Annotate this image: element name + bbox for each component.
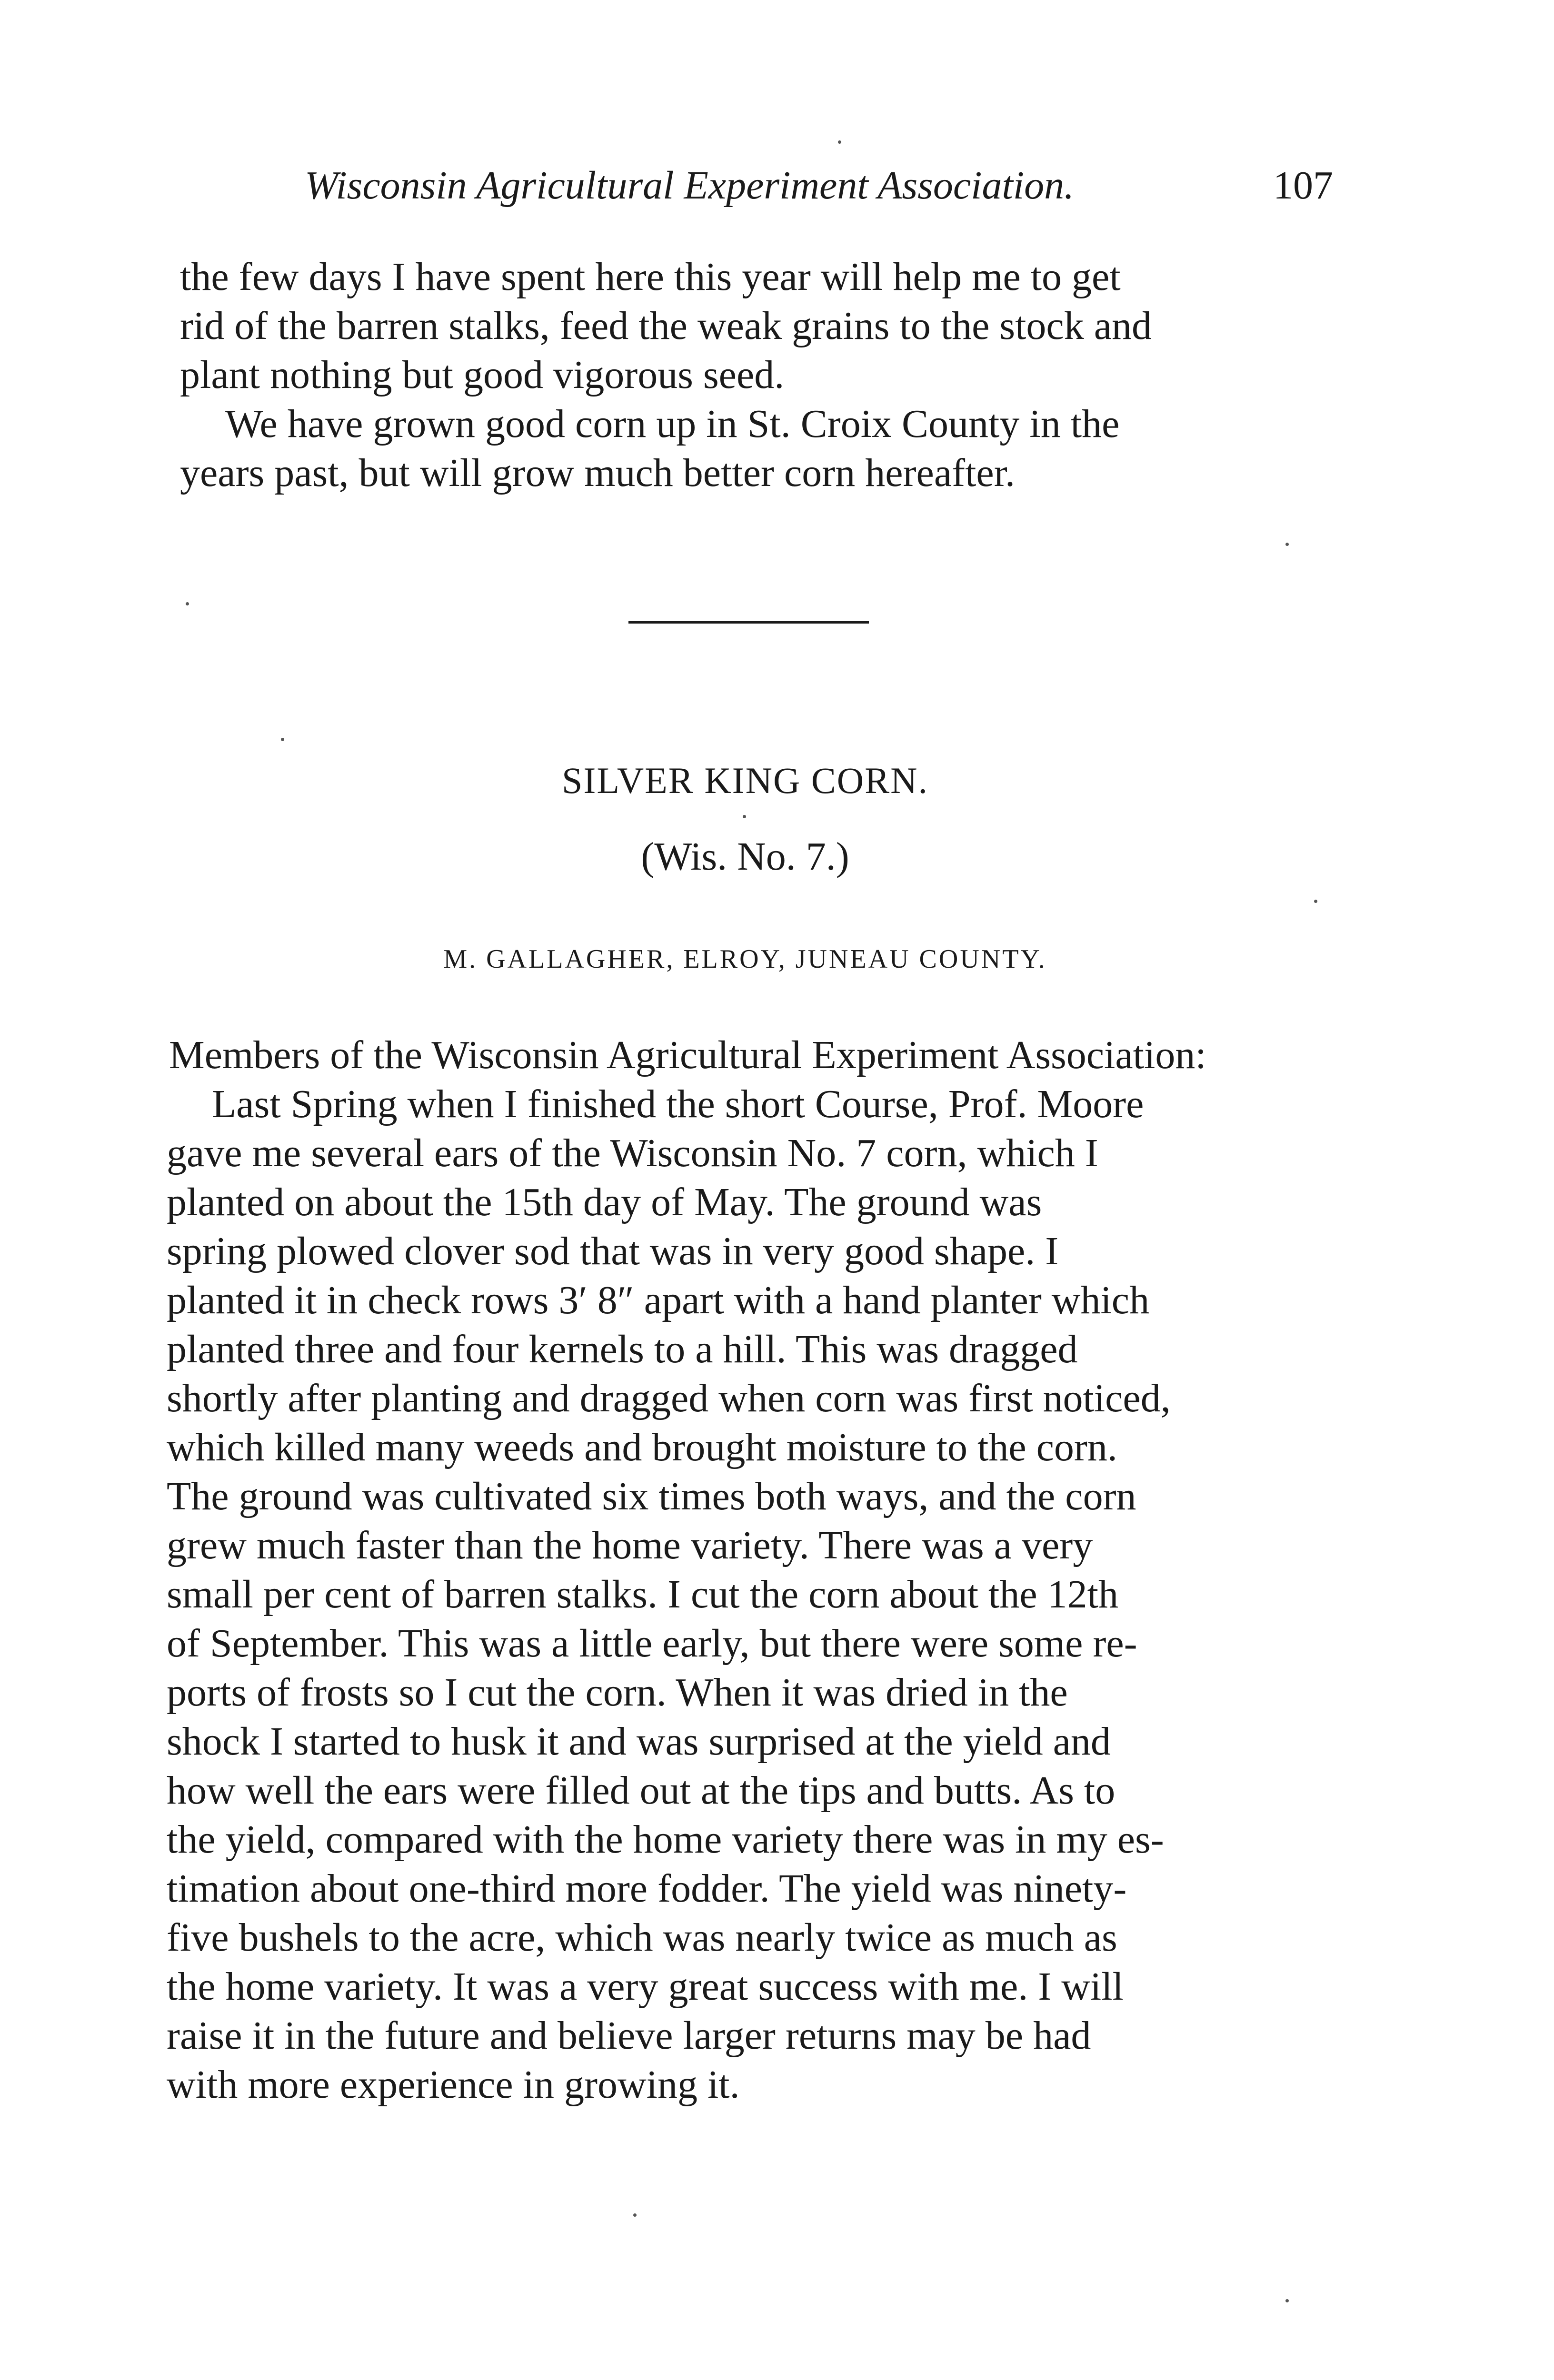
article-salutation	[169, 1031, 1206, 1080]
scan-speck	[186, 602, 189, 605]
body-line: planted on about the 15th day of May. The ground was	[167, 1180, 1042, 1224]
body-line: spring plowed clover sod that was in very good shape. I	[167, 1229, 1059, 1273]
closing-paragraph	[180, 399, 1119, 497]
text-line: rid of the barren stalks, feed the weak grains to the stock and	[180, 304, 1152, 348]
scan-speck	[281, 738, 284, 741]
body-line: raise it in the future and believe larger returns may be had	[167, 2013, 1091, 2058]
scan-speck	[743, 815, 746, 818]
body-line: planted three and four kernels to a hill. This was dragged	[167, 1327, 1078, 1371]
scan-speck	[633, 2213, 637, 2217]
text-line: the few days I have spent here this year will help me to get	[180, 255, 1121, 299]
text-line: years past, but will grow much better corn hereafter.	[180, 451, 1016, 495]
body-line: with more experience in growing it.	[167, 2063, 740, 2107]
body-line: the yield, compared with the home variety there was in my es-	[167, 1817, 1164, 1862]
intro-paragraph	[180, 252, 1152, 399]
scan-speck	[1314, 900, 1317, 903]
scan-speck	[1285, 2299, 1289, 2302]
body-line: planted it in check rows 3′ 8″ apart with a hand planter which	[167, 1278, 1150, 1322]
body-line: grew much faster than the home variety. There was a very	[167, 1523, 1093, 1567]
article-subtitle: (Wis. No. 7.)	[641, 834, 849, 879]
body-line: timation about one-third more fodder. The yield was ninety-	[167, 1866, 1127, 1911]
body-line: shortly after planting and dragged when corn was first noticed,	[167, 1376, 1171, 1420]
body-line: shock I started to husk it and was surprised at the yield and	[167, 1719, 1111, 1764]
body-line: how well the ears were filled out at the tips and butts. As to	[167, 1768, 1116, 1813]
article-body	[167, 1080, 1171, 2109]
running-header-title: Wisconsin Agricultural Experiment Association.	[305, 163, 1075, 208]
body-line: The ground was cultivated six times both ways, and the corn	[167, 1474, 1136, 1518]
article-byline: M. GALLAGHER, ELROY, JUNEAU COUNTY.	[443, 944, 1047, 974]
body-line: five bushels to the acre, which was nearly twice as much as	[167, 1915, 1117, 1960]
scan-speck	[838, 140, 841, 144]
section-divider	[628, 621, 869, 624]
salutation-line: Members of the Wisconsin Agricultural Experiment Association:	[169, 1033, 1206, 1077]
page-number: 107	[1273, 163, 1333, 208]
text-line: We have grown good corn up in St. Croix County in the	[225, 402, 1120, 446]
body-line: which killed many weeds and brought moisture to the corn.	[167, 1425, 1117, 1469]
body-line: the home variety. It was a very great success with me. I will	[167, 1964, 1124, 2009]
body-line: ports of frosts so I cut the corn. When it was dried in the	[167, 1670, 1068, 1715]
scan-speck	[1285, 543, 1289, 546]
body-line: small per cent of barren stalks. I cut the corn about the 12th	[167, 1572, 1119, 1616]
article-title: SILVER KING CORN.	[561, 760, 928, 801]
body-line: of September. This was a little early, but there were some re-	[167, 1621, 1137, 1666]
body-line: Last Spring when I finished the short Course, Prof. Moore	[212, 1082, 1144, 1126]
running-header	[305, 162, 1333, 209]
body-line: gave me several ears of the Wisconsin No. 7 corn, which I	[167, 1131, 1098, 1175]
text-line: plant nothing but good vigorous seed.	[180, 353, 785, 397]
